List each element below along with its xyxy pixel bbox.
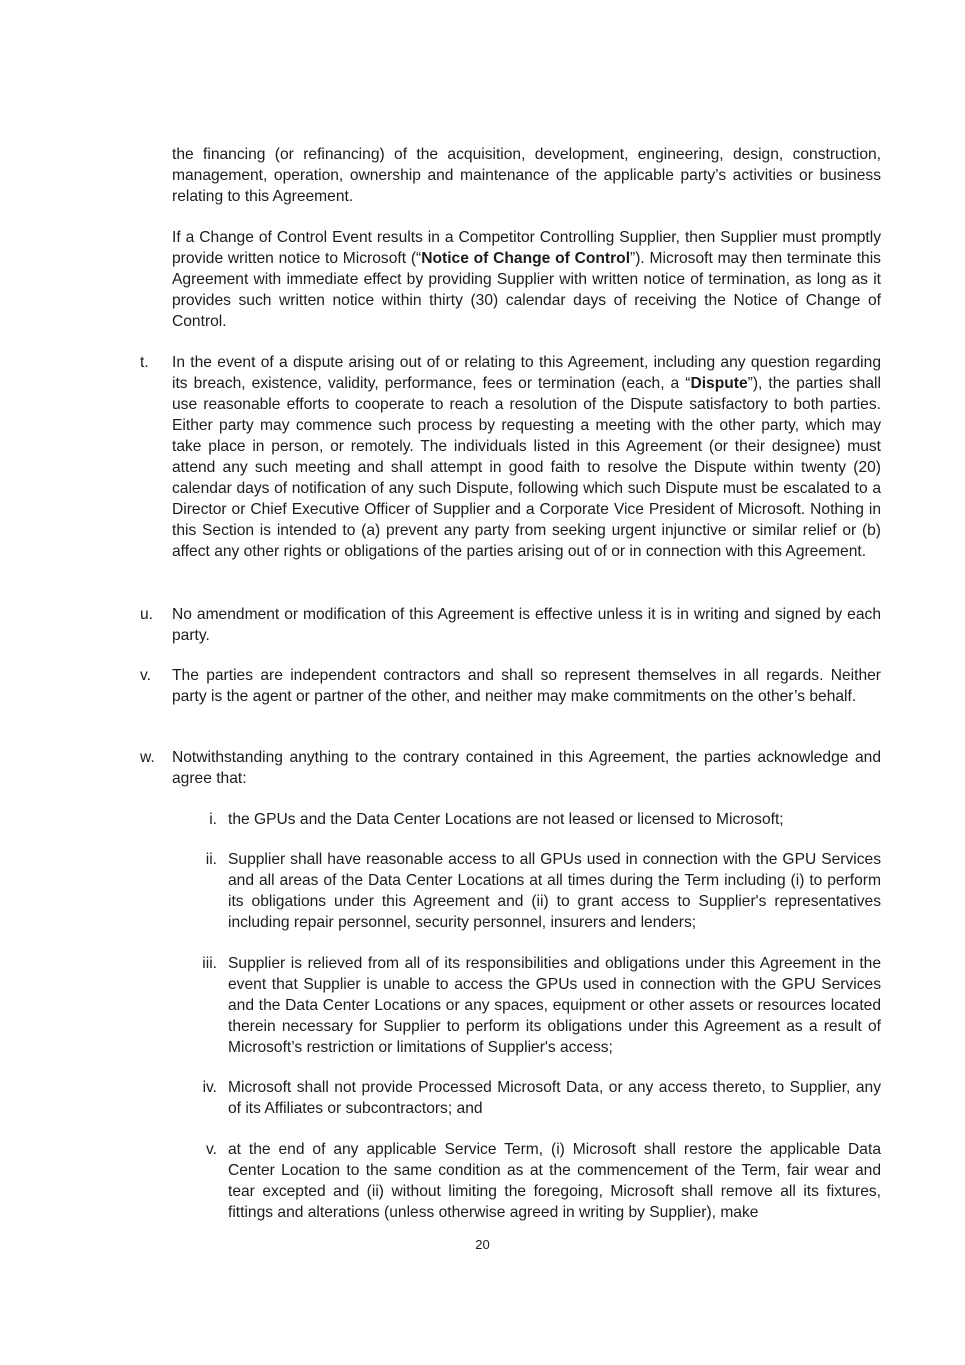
intro-paragraph-2-text-b: ”). Microsoft may then terminate this Agreement with immediate effect by providing Supplier with written notice of termination, as long as it provides such written notice within thirty (30) calendar days of receiving the Notice of Change of Control. (172, 250, 881, 330)
sub-label-v: v. (206, 1141, 217, 1158)
clause-t-text-b: ”), the parties shall use reasonable efforts to cooperate to reach a resolution of the Dispute satisfactory to both parties. Either party may commence such process by requesting a meeting with the other party, which may take place in person, or remotely. The individuals listed in this Agreement (or their designee) must attend any such meeting and shall attempt in good faith to resolve the Dispute within twenty (20) calendar days of notification of any such Dispute, following which such Dispute must be escalated to a Director or Chief Executive Officer of Supplier and a Corporate Vice President of Microsoft. Nothing in this Section is intended to (a) prevent any party from seeking urgent injunctive or similar relief or (b) affect any other rights or obligations of the parties arising out of or in connection with this Agreement. (172, 375, 881, 560)
sub-label-iv: iv. (202, 1079, 217, 1096)
sub-body-i: the GPUs and the Data Center Locations are not leased or licensed to Microsoft; (228, 811, 784, 828)
clause-w-sub-v (190, 1139, 881, 1223)
defined-term-notice-of-change-of-control: Notice of Change of Control (421, 250, 631, 267)
sub-body-iii: Supplier is relieved from all of its responsibilities and obligations under this Agreement in the event that Supplier is unable to access the GPUs used in connection with the GPU Services and the Data Center Locations or any spaces, equipment or other assets or resources located therein necessary for Supplier to perform its obligations under this Agreement as a result of Microsoft’s restriction or limitations of Supplier's access; (228, 955, 881, 1056)
clause-w-sub-ii (190, 849, 881, 933)
clause-v-label: v. (140, 667, 151, 684)
clause-v-body: The parties are independent contractors and shall so represent themselves in all regards. Neither party is the agent or partner of the other, and neither may make commitments on the other’s behalf. (172, 667, 881, 705)
intro-paragraph-1: the financing (or refinancing) of the acquisition, development, engineering, design, construction, management, operation, ownership and maintenance of the applicable party’s activities or business relating to this Agreement. (172, 146, 881, 205)
clause-t-text-a: In the event of a dispute arising out of or relating to this Agreement, including any question regarding its breach, existence, validity, performance, fees or termination (each, a “ (172, 354, 881, 392)
clause-w-sub-iii (190, 953, 881, 1058)
defined-term-dispute: Dispute (690, 375, 748, 392)
clause-w-sub-iv (190, 1077, 881, 1119)
clause-w-body: Notwithstanding anything to the contrary contained in this Agreement, the parties acknowledge and agree that: (172, 749, 881, 787)
clause-u-label: u. (140, 606, 154, 623)
clause-u-body: No amendment or modification of this Agreement is effective unless it is in writing and signed by each party. (172, 606, 881, 644)
intro-paragraph-2 (172, 227, 881, 332)
clause-v (140, 665, 881, 707)
clause-t-body (172, 352, 881, 562)
sub-body-ii: Supplier shall have reasonable access to all GPUs used in connection with the GPU Services and all areas of the Data Center Locations at all times during the Term including (i) to perform its obligations under this Agreement and (ii) to grant access to Supplier's representatives including repair personnel, security personnel, insurers and lenders; (228, 851, 881, 931)
sub-body-iv: Microsoft shall not provide Processed Microsoft Data, or any access thereto, to Supplier, any of its Affiliates or subcontractors; and (228, 1079, 881, 1117)
clause-t-label: t. (140, 354, 149, 371)
intro-paragraph-2-text-a: If a Change of Control Event results in a Competitor Controlling Supplier, then Supplier must promptly provide written notice to Microsoft (“ (172, 229, 881, 267)
page-number: 20 (475, 1237, 490, 1252)
sub-body-v: at the end of any applicable Service Term, (i) Microsoft shall restore the applicable Data Center Location to the same condition as at the commencement of the Term, fair wear and tear excepted and (ii) without limiting the foregoing, Microsoft shall remove all its fixtures, fittings and alterations (unless otherwise agreed in writing by Supplier), make (228, 1141, 881, 1221)
clause-w-sub-i (190, 809, 881, 830)
clause-t (140, 352, 881, 562)
sub-label-i: i. (209, 811, 217, 828)
clause-u (140, 604, 881, 646)
clause-w-label: w. (140, 749, 155, 766)
sub-label-ii: ii. (205, 851, 217, 868)
sub-label-iii: iii. (202, 955, 217, 972)
clause-w (140, 747, 881, 789)
